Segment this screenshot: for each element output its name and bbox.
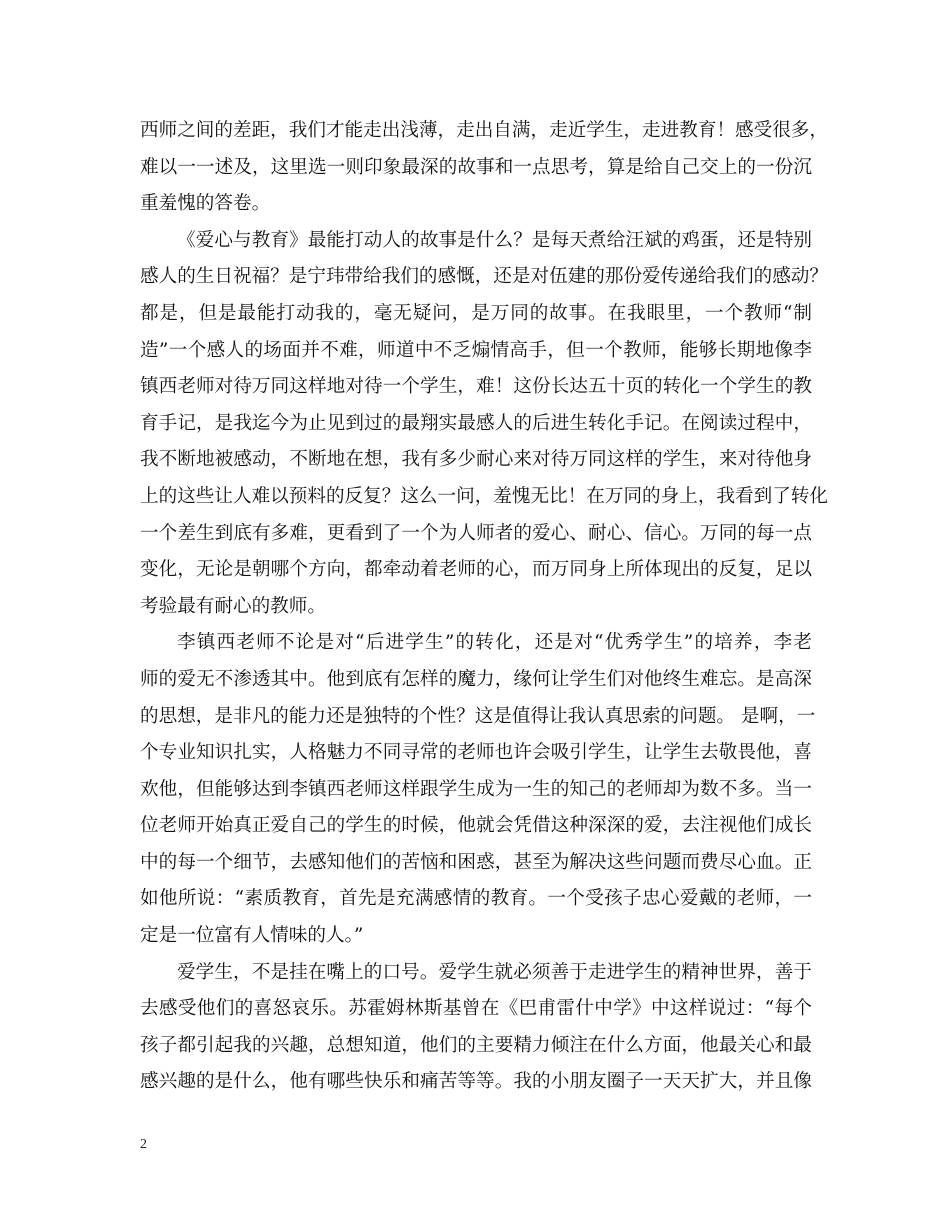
text-line: 难以一一述及，这里选一则印象最深的故事和一点思考，算是给自己交上的一份沉 xyxy=(140,156,812,178)
text-line: 去感受他们的喜怒哀乐。苏霍姆林斯基曾在《巴甫雷什中学》中这样说过：“每个 xyxy=(140,998,812,1020)
page-number: 2 xyxy=(140,1137,147,1152)
text-line: 位老师开始真正爱自己的学生的时候，他就会凭借这种深深的爱，去注视他们成长 xyxy=(140,815,812,837)
text-line: 西师之间的差距，我们才能走出浅薄，走出自满，走近学生，走进教育！感受很多， xyxy=(140,120,828,141)
paragraph-first-line: 李镇西老师不论是对“后进学生”的转化，还是对“优秀学生”的培养，李老 xyxy=(177,632,812,654)
text-line: 欢他，但能够达到李镇西老师这样跟学生成为一生的知己的老师却为数不多。当一 xyxy=(140,778,812,800)
paragraph-first-line: 《爱心与教育》最能打动人的故事是什么？是每天煮给汪斌的鸡蛋，还是特别 xyxy=(177,229,812,251)
text-line: 的思想，是非凡的能力还是独特的个性？这是值得让我认真思索的问题。 是啊，一 xyxy=(140,705,816,727)
text-line: 重羞愧的答卷。 xyxy=(140,193,271,215)
text-line: 都是，但是最能打动我的，毫无疑问，是万同的故事。在我眼里，一个教师“制 xyxy=(140,302,812,324)
text-line: 镇西老师对待万同这样地对待一个学生，难！这份长达五十页的转化一个学生的教 xyxy=(140,376,812,398)
text-line: 育手记，是我迄今为止见到过的最翔实最感人的后进生转化手记。在阅读过程中， xyxy=(140,412,812,434)
text-line: 我不断地被感动，不断地在想，我有多少耐心来对待万同这样的学生，来对待他身 xyxy=(140,449,812,471)
text-line: 个专业知识扎实，人格魅力不同寻常的老师也许会吸引学生，让学生去敬畏他，喜 xyxy=(140,742,812,764)
text-line: 如他所说：“素质教育，首先是充满感情的教育。一个受孩子忠心爱戴的老师，一 xyxy=(140,888,812,910)
text-line: 孩子都引起我的兴趣，总想知道，他们的主要精力倾注在什么方面，他最关心和最 xyxy=(140,1034,812,1056)
text-line: 感人的生日祝福？是宁玮带给我们的感慨，还是对伍建的那份爱传递给我们的感动？ xyxy=(140,266,828,288)
text-line: 变化，无论是朝哪个方向，都牵动着老师的心，而万同身上所体现出的反复，足以 xyxy=(140,559,812,581)
text-line: 师的爱无不渗透其中。他到底有怎样的魔力，缘何让学生们对他终生难忘。是高深 xyxy=(140,668,812,690)
text-line: 考验最有耐心的教师。 xyxy=(140,595,326,617)
document-body xyxy=(140,113,828,1101)
text-line: 上的这些让人难以预料的反复？这么一问，羞愧无比！在万同的身上，我看到了转化 xyxy=(140,485,828,507)
text-line: 一个差生到底有多难，更看到了一个为人师者的爱心、耐心、信心。万同的每一点 xyxy=(140,522,812,544)
text-line: 中的每一个细节，去感知他们的苦恼和困惑，甚至为解决这些问题而费尽心血。正 xyxy=(140,851,812,873)
text-line: 定是一位富有人情味的人。” xyxy=(140,925,364,947)
text-line: 感兴趣的是什么，他有哪些快乐和痛苦等等。我的小朋友圈子一天天扩大，并且像 xyxy=(140,1071,812,1093)
paragraph-first-line: 爱学生，不是挂在嘴上的口号。爱学生就必须善于走进学生的精神世界，善于 xyxy=(177,961,812,983)
text-line: 造”一个感人的场面并不难，师道中不乏煽情高手，但一个教师，能够长期地像李 xyxy=(140,339,812,361)
